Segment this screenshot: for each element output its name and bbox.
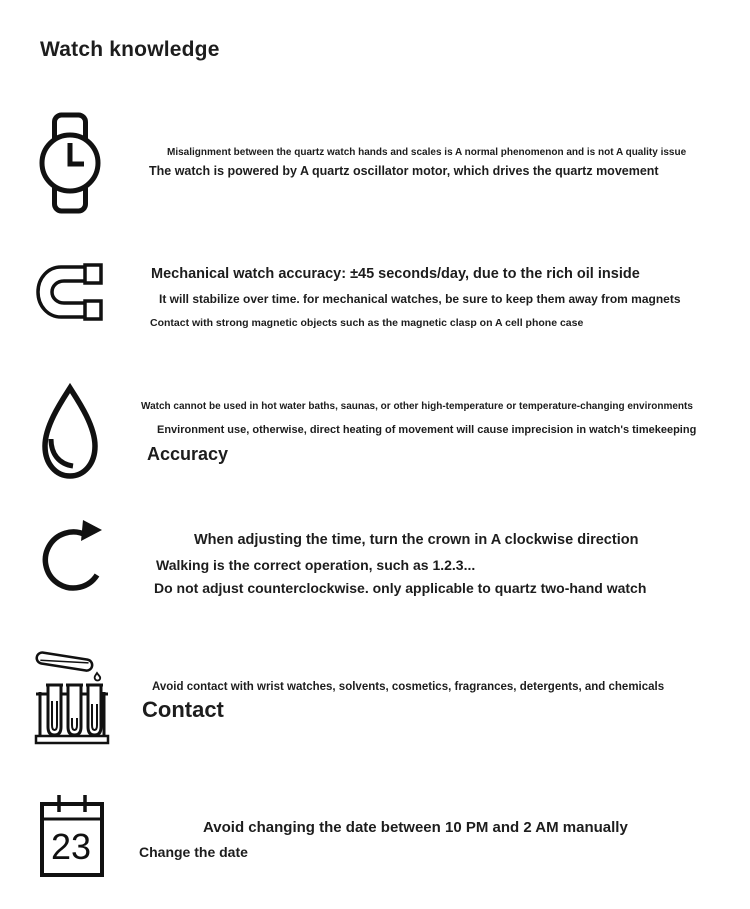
calendar-day-number: 23 (50, 826, 92, 867)
info-line: Walking is the correct operation, such as 1.2.3... (156, 557, 476, 573)
info-line: Watch cannot be used in hot water baths, saunas, or other high-temperature or temperature-changing environments (141, 401, 693, 412)
info-line: Environment use, otherwise, direct heating of movement will cause imprecision in watch's timekeeping (157, 424, 697, 436)
info-line: It will stabilize over time. for mechanical watches, be sure to keep them away from magnets (159, 292, 681, 306)
page-title: Watch knowledge (40, 38, 220, 61)
info-line: Do not adjust counterclockwise. only applicable to quartz two-hand watch (154, 580, 647, 596)
magnet-icon (34, 262, 106, 322)
info-line: Misalignment between the quartz watch hands and scales is A normal phenomenon and is not A quality issue (167, 147, 687, 158)
calendar-icon (38, 792, 106, 878)
info-line: Change the date (139, 844, 248, 860)
wrist-watch-icon (38, 112, 102, 214)
info-line: Mechanical watch accuracy: ±45 seconds/day, due to the rich oil inside (151, 266, 640, 282)
info-line: When adjusting the time, turn the crown in A clockwise direction (194, 532, 639, 548)
water-drop-icon (36, 383, 104, 481)
info-line: Avoid changing the date between 10 PM and 2 AM manually (203, 819, 628, 836)
section-heading: Accuracy (147, 444, 229, 464)
info-line: Contact with strong magnetic objects such as the magnetic clasp on A cell phone case (150, 317, 584, 329)
info-line: The watch is powered by A quartz oscillator motor, which drives the quartz movement (149, 164, 659, 178)
test-tubes-icon (33, 646, 111, 746)
clockwise-arrow-icon (40, 518, 110, 604)
info-line: Avoid contact with wrist watches, solvents, cosmetics, fragrances, detergents, and chemicals (152, 681, 665, 693)
section-heading: Contact (142, 697, 224, 722)
